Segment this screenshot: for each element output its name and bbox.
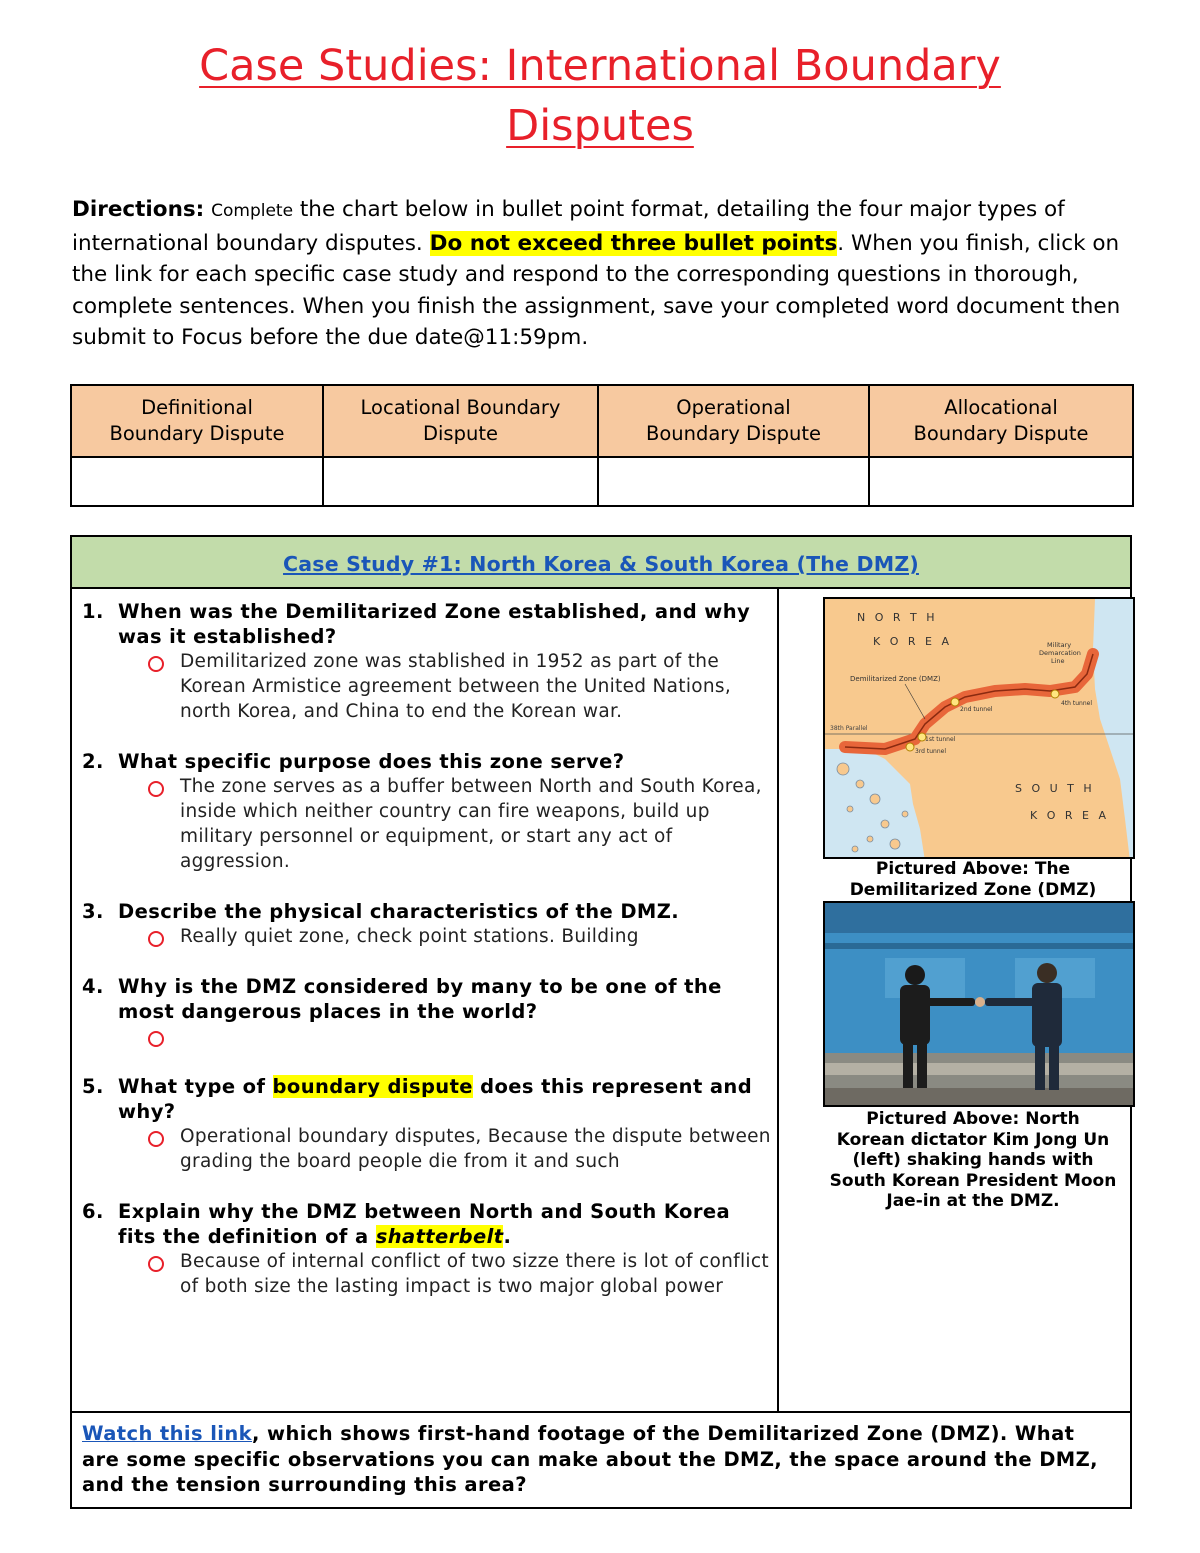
watch-link-paragraph	[82, 1421, 1112, 1498]
map-tunnel-2: 1st tunnel	[925, 736, 956, 743]
map-tunnel-3: 2nd tunnel	[960, 706, 993, 713]
handshake-photo	[823, 901, 1135, 1107]
directions-text-1: the chart below in bullet point format, detailing the four major types of international boundary disputes.	[72, 197, 1065, 256]
answer-2[interactable]: The zone serves as a buffer between North and South Korea, inside which neither country can fire weapons, build up military personnel or equipment, or start any act of aggression.	[82, 774, 772, 874]
answer-6[interactable]: Because of internal conflict of two sizze there is lot of conflict of both size the lasting impact is two major global power	[82, 1249, 772, 1299]
photo-caption: Pictured Above: North Korean dictator Kim Jong Un (left) shaking hands with South Korean President Moon Jae-in at the DMZ.	[829, 1109, 1117, 1211]
map-dmz-label: Demilitarized Zone (DMZ)	[850, 675, 941, 683]
bullet-icon	[148, 1031, 164, 1047]
question-5: 5. What type of boundary dispute does this represent and why?	[82, 1075, 753, 1123]
case-study-title-link[interactable]: Case Study #1: North Korea & South Korea (The DMZ)	[283, 552, 919, 576]
map-mdl-label-2: Demarcation	[1039, 649, 1081, 657]
map-south-label-1: S O U T H	[1015, 782, 1095, 795]
map-tunnel-1: 3rd tunnel	[915, 748, 947, 755]
watch-link-text: , which shows first-hand footage of the Demilitarized Zone (DMZ). What are some specific observations you can make about the DMZ, the space around the DMZ, and the tension surrounding this area?	[82, 1422, 1098, 1496]
cell-locational-input[interactable]	[323, 457, 598, 506]
answer-5[interactable]: Operational boundary disputes, Because the dispute between grading the board people die from it and such	[82, 1124, 772, 1174]
handshake-scene	[825, 903, 1135, 1107]
bullet-icon	[148, 1256, 164, 1272]
header-allocational: Allocational Boundary Dispute	[869, 385, 1133, 457]
answer-1[interactable]: Demilitarized zone was stablished in 1952 as part of the Korean Armistice agreement between the United Nations, north Korea, and China to end the Korean war.	[82, 649, 772, 724]
title-line-1: Case Studies: International Boundary	[199, 41, 1001, 91]
cell-definitional-input[interactable]	[71, 457, 323, 506]
cell-operational-input[interactable]	[598, 457, 869, 506]
column-divider	[777, 589, 779, 1413]
directions-label: Directions:	[72, 197, 205, 222]
answer-4[interactable]	[82, 1024, 772, 1049]
title-line-2: Disputes	[506, 101, 694, 151]
question-1: 1. When was the Demilitarized Zone established, and why was it established?	[82, 600, 751, 648]
row-divider	[72, 1411, 1130, 1413]
header-definitional: Definitional Boundary Dispute	[71, 385, 323, 457]
directions-complete-word: Complete	[211, 201, 294, 221]
watch-this-link[interactable]: Watch this link	[82, 1422, 253, 1445]
map-tunnel-4: 4th tunnel	[1061, 700, 1092, 707]
map-north-label-1: N O R T H	[857, 611, 938, 624]
question-2: 2. What specific purpose does this zone serve?	[82, 750, 625, 773]
map-south-label-2: K O R E A	[1030, 809, 1109, 822]
cell-allocational-input[interactable]	[869, 457, 1133, 506]
answer-3[interactable]: Really quiet zone, check point stations. Building	[82, 924, 772, 949]
bullet-icon	[148, 656, 164, 672]
document-title	[0, 36, 1200, 156]
directions-text-2: . When you finish, click on the link for each specific case study and respond to the corresponding questions in thorough, complete sentences. When you finish the assignment, save your completed word document then submit to Focus before the due date@11:59pm.	[72, 230, 1121, 350]
question-6: 6. Explain why the DMZ between North and South Korea fits the definition of a shatterbelt.	[82, 1200, 731, 1248]
question-4: 4. Why is the DMZ considered by many to be one of the most dangerous places in the world?	[82, 975, 722, 1023]
bullet-icon	[148, 781, 164, 797]
directions-paragraph	[72, 194, 1132, 354]
map-mdl-label-3: Line	[1051, 657, 1065, 665]
dmz-map	[825, 599, 1135, 859]
bullet-icon	[148, 1131, 164, 1147]
directions-highlight: Do not exceed three bullet points	[429, 230, 838, 256]
questions-list	[82, 599, 772, 1299]
case-study-header	[72, 537, 1130, 589]
map-mdl-label-1: Military	[1047, 641, 1072, 649]
dispute-types-table	[70, 384, 1134, 507]
case-study-box	[70, 535, 1132, 1509]
question-3: 3. Describe the physical characteristics of the DMZ.	[82, 900, 680, 923]
header-locational: Locational Boundary Dispute	[323, 385, 598, 457]
dmz-map-image	[823, 597, 1135, 859]
map-parallel-label: 38th Parallel	[830, 725, 868, 732]
bullet-icon	[148, 931, 164, 947]
header-operational: Operational Boundary Dispute	[598, 385, 869, 457]
map-caption: Pictured Above: The Demilitarized Zone (DMZ)	[849, 859, 1097, 900]
map-north-label-2: K O R E A	[873, 635, 952, 648]
